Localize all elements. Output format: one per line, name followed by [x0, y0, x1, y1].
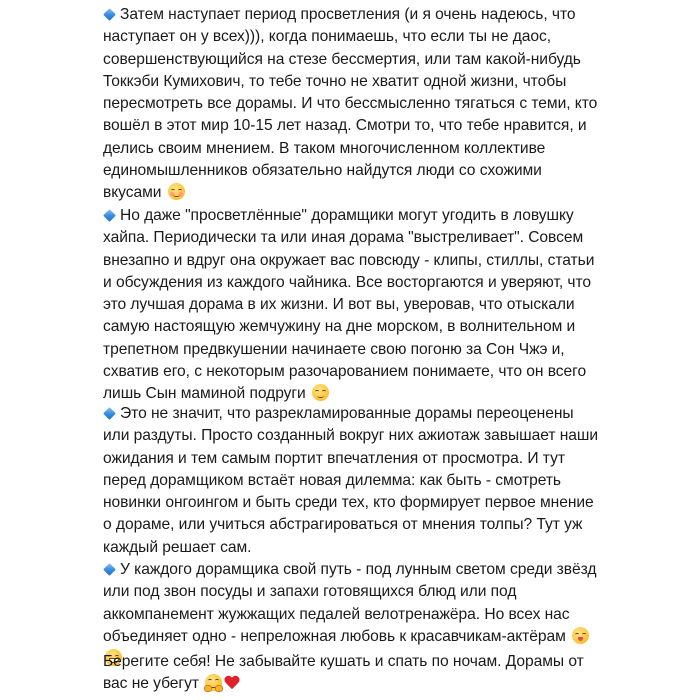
smiling-face-icon [168, 183, 185, 200]
winking-tongue-face-icon [572, 627, 589, 644]
hugging-face-icon [205, 674, 222, 691]
paragraph-4-text: У каждого дорамщика свой путь - под лунным светом среди звёзд или под звон посуды и запахи готовящихся блюд или под аккомпанемент жужжащих педалей велотренажёра. Но всех нас объединяет одно - непреложная любовь к красавчикам-актёрам [103, 561, 597, 645]
paragraph-2 [103, 205, 604, 406]
small-blue-diamond-icon [103, 8, 116, 21]
relieved-face-icon [312, 384, 329, 401]
small-blue-diamond-icon [103, 563, 116, 576]
paragraph-5 [103, 651, 604, 696]
small-blue-diamond-icon [103, 407, 116, 420]
small-blue-diamond-icon [103, 209, 116, 222]
paragraph-1 [103, 4, 604, 205]
paragraph-3 [103, 403, 604, 559]
paragraph-2-text: Но даже "просветлённые" дорамщики могут угодить в ловушку хайпа. Периодически та или иная дорама "выстреливает". Совсем внезапно и вдруг она окружает вас повсюду - клипы, стиллы, статьи и обсуждения из каждого чайника. Все восторгаются и уверяют, что это лучшая дорама в их жизни. И вот вы, уверовав, что отыскали самую настоящую жемчужину на дне морском, в волнительном и трепетном предвкушении начинаете свою погоню за Сон Чжэ и, схватив его, с некоторым разочарованием понимаете, что он всего лишь Сын маминой подруги [103, 207, 595, 403]
paragraph-3-text: Это не значит, что разрекламированные дорамы переоценены или раздуты. Просто созданный вокруг них ажиотаж завышает наши ожидания и тем самым портит впечатления от просмотра. И тут перед дорамщиком встаёт новая дилемма: как быть - смотреть новинки онгоингом и быть среди тех, кто формирует первое мнение о дораме, или учиться абстрагироваться от мнения толпы? Тут уж каждый решает сам. [103, 405, 599, 556]
red-heart-icon [224, 676, 240, 691]
paragraph-1-text: Затем наступает период просветления (и я очень надеюсь, что наступает он у всех))), когда понимаешь, что если ты не даос, совершенствующийся на стезе бессмертия, или там какой-нибудь Токкэби Кумихович, то тебе точно не хватит одной жизни, чтобы пересмотреть все дорамы. И что бессмысленно тягаться с теми, кто вошёл в этот мир 10-15 лет назад. Смотри то, что тебе нравится, и делись своим мнением. В таком многочисленном коллективе единомышленников обязательно найдутся люди со схожими вкусами [103, 6, 598, 202]
paragraph-5-text: Берегите себя! Не забывайте кушать и спать по ночам. Дорамы от вас не убегут [103, 653, 584, 693]
